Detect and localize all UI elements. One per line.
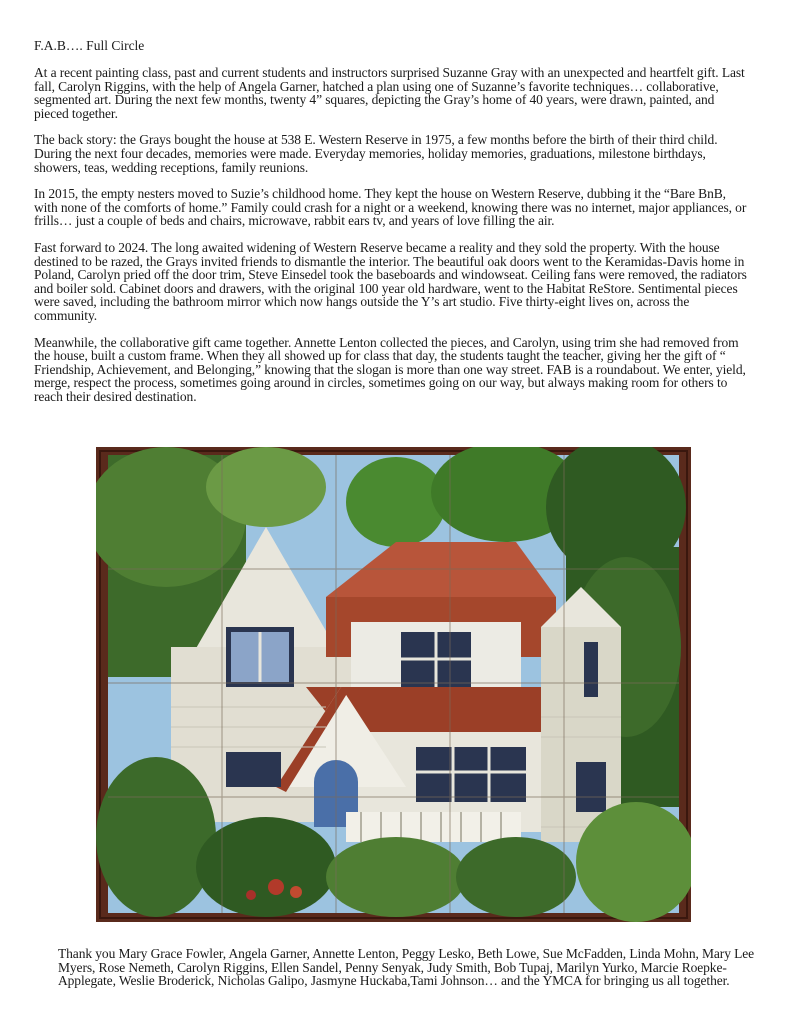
paragraph: Meanwhile, the collaborative gift came together. Annette Lenton collected the pieces, and Carolyn, using trim she had removed from the house, built a custom frame. When they all showed up for class that day, the students taught the teacher, giving her the gift of “ Friendship, Achievement, and Belonging,” knowing that the slogan is more than one way street. FAB is a roundabout. We enter, yield, merge, respect the process, sometimes going around in circles, sometimes going on our way, but always making room for others to reach their desired destination. bbox=[34, 334, 746, 404]
shrub bbox=[576, 802, 691, 922]
window bbox=[576, 762, 606, 812]
shrub bbox=[196, 817, 336, 917]
framed-house-painting bbox=[96, 447, 691, 922]
page-title: F.A.B…. Full Circle bbox=[34, 38, 145, 53]
window bbox=[226, 752, 281, 787]
article-body bbox=[34, 66, 748, 416]
paragraph: In 2015, the empty nesters moved to Suzie’s childhood home. They kept the house on Western Reserve, dubbing it the “Bare BnB, with none of the comforts of home.” Family could crash for a night or a weekend, knowing there was no internet, major appliances, or frills… just a couple of beds and chairs, microwave, rabbit ears tv, and years of love filling the air. bbox=[34, 186, 747, 229]
acknowledgements: Thank you Mary Grace Fowler, Angela Garner, Annette Lenton, Peggy Lesko, Beth Lowe, Sue McFadden, Linda Mohn, Mary Lee Myers, Rose Nemeth, Carolyn Riggins, Ellen Sandel, Penny Senyak, Judy Smith, Bob Tupaj, Marilyn Yurko, Marcie Roepke-Applegate, Weslie Broderick, Nicholas Galipo, Jasmyne Huckaba,Tami Johnson… and the YMCA for bringing us all together. bbox=[58, 946, 755, 989]
picket-fence bbox=[346, 812, 521, 842]
shrub bbox=[96, 757, 216, 917]
shrub bbox=[456, 837, 576, 917]
paragraph: Fast forward to 2024. The long awaited widening of Western Reserve became a reality and they sold the property. With the house destined to be razed, the Grays invited friends to dismantle the interior. The beautiful oak doors went to the Keramidas-Davis home in Poland, Carolyn pried off the door trim, Steve Einsedel took the baseboards and windowseat. Ceiling fans were removed, the radiators and boiler sold. Cabinet doors and drawers, with the original 100 year old hardware, went to the Habitat ReStore. Sentimental pieces were saved, including the bathroom mirror which now hangs outside the Y’s art studio. Five thirty-eight lives on, across the community. bbox=[34, 239, 747, 323]
paragraph: At a recent painting class, past and current students and instructors surprised Suzanne Gray with an unexpected and heartfelt gift. Last fall, Carolyn Riggins, with the help of Angela Garner, hatched a plan using one of Suzanne’s favorite techniques… collaborative, segmented art. During the next few months, twenty 4” squares, depicting the Gray’s home of 40 years, were drawn, painted, and pieced together. bbox=[34, 65, 745, 121]
window bbox=[584, 642, 598, 697]
window bbox=[416, 747, 526, 802]
paragraph: The back story: the Grays bought the house at 538 E. Western Reserve in 1975, a few months before the birth of their third child. During the next four decades, memories were made. Everyday memories, holiday memories, graduations, milestone birthdays, showers, teas, wedding receptions, family reunions. bbox=[34, 132, 718, 175]
painting-canvas bbox=[96, 447, 691, 922]
shrub bbox=[326, 837, 466, 917]
